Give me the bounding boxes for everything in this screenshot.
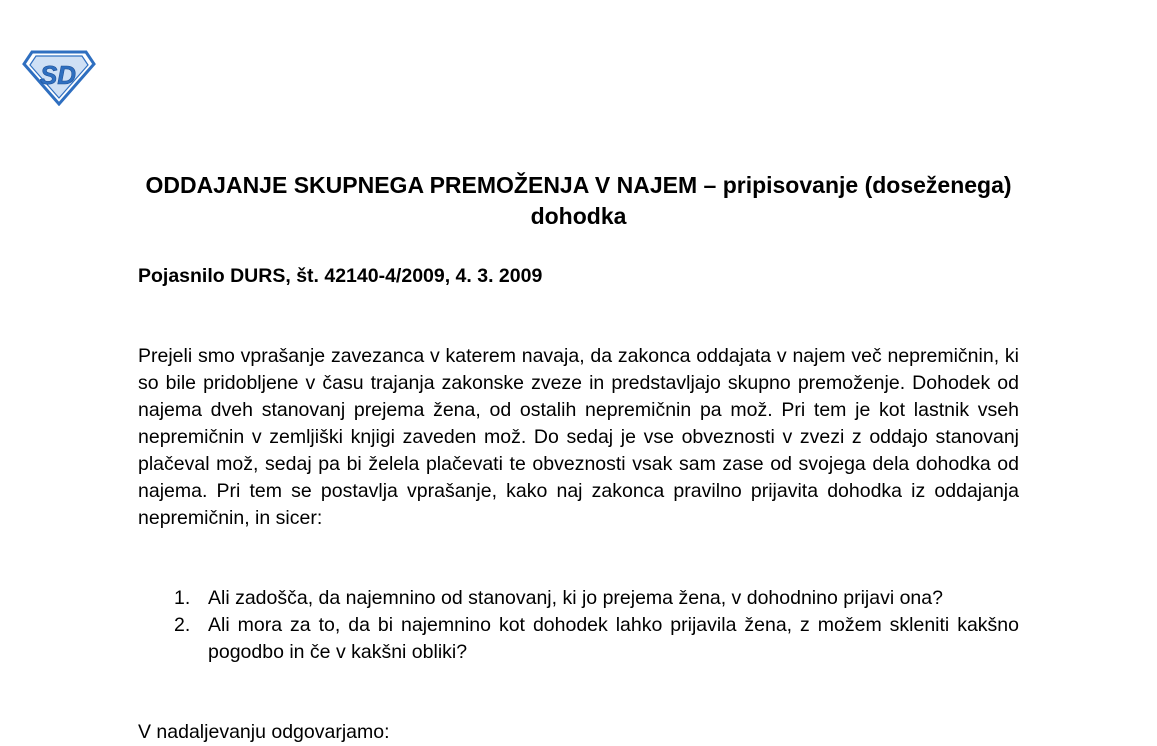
logo-text: SD — [39, 60, 77, 90]
question-list — [138, 585, 1019, 666]
list-item — [138, 612, 1019, 666]
document-subtitle: Pojasnilo DURS, št. 42140-4/2009, 4. 3. 2009 — [138, 265, 543, 287]
document-title: ODDAJANJE SKUPNEGA PREMOŽENJA V NAJEM – pripisovanje (doseženega) dohodka — [145, 172, 1012, 229]
list-item — [138, 585, 1019, 612]
list-item-number: 1. — [174, 587, 191, 609]
list-item-text: Ali zadošča, da najemnino od stanovanj, ki jo prejema žena, v dohodnino prijavi ona? — [208, 587, 943, 609]
list-item-text: Ali mora za to, da bi najemnino kot dohodek lahko prijavila žena, z možem skleniti kakšno pogodbo in če v kakšni obliki? — [208, 614, 1019, 663]
question-paragraph: Prejeli smo vprašanje zavezanca v katerem navaja, da zakonca oddajata v najem več nepremičnin, ki so bile pridobljene v času trajanja zakonske zveze in predstavljajo skupno premoženje. Dohodek od najema dveh stanovanj prejema žena, od ostalih nepremičnin pa mož. Pri tem je kot lastnik vseh nepremičnin v zemljiški knjigi zaveden mož. Do sedaj je vse obveznosti v zvezi z oddajo stanovanj plačeval mož, sedaj pa bi želela plačevati te obveznosti vsak sam zase od svojega dela dohodka od najema. Pri tem se postavlja vprašanje, kako naj zakonca pravilno prijavita dohodka iz oddajanja nepremičnin, in sicer: — [138, 345, 1019, 529]
answer-intro: V nadaljevanju odgovarjamo: — [138, 721, 390, 743]
list-item-number: 2. — [174, 614, 191, 636]
sd-logo-icon — [22, 48, 96, 106]
